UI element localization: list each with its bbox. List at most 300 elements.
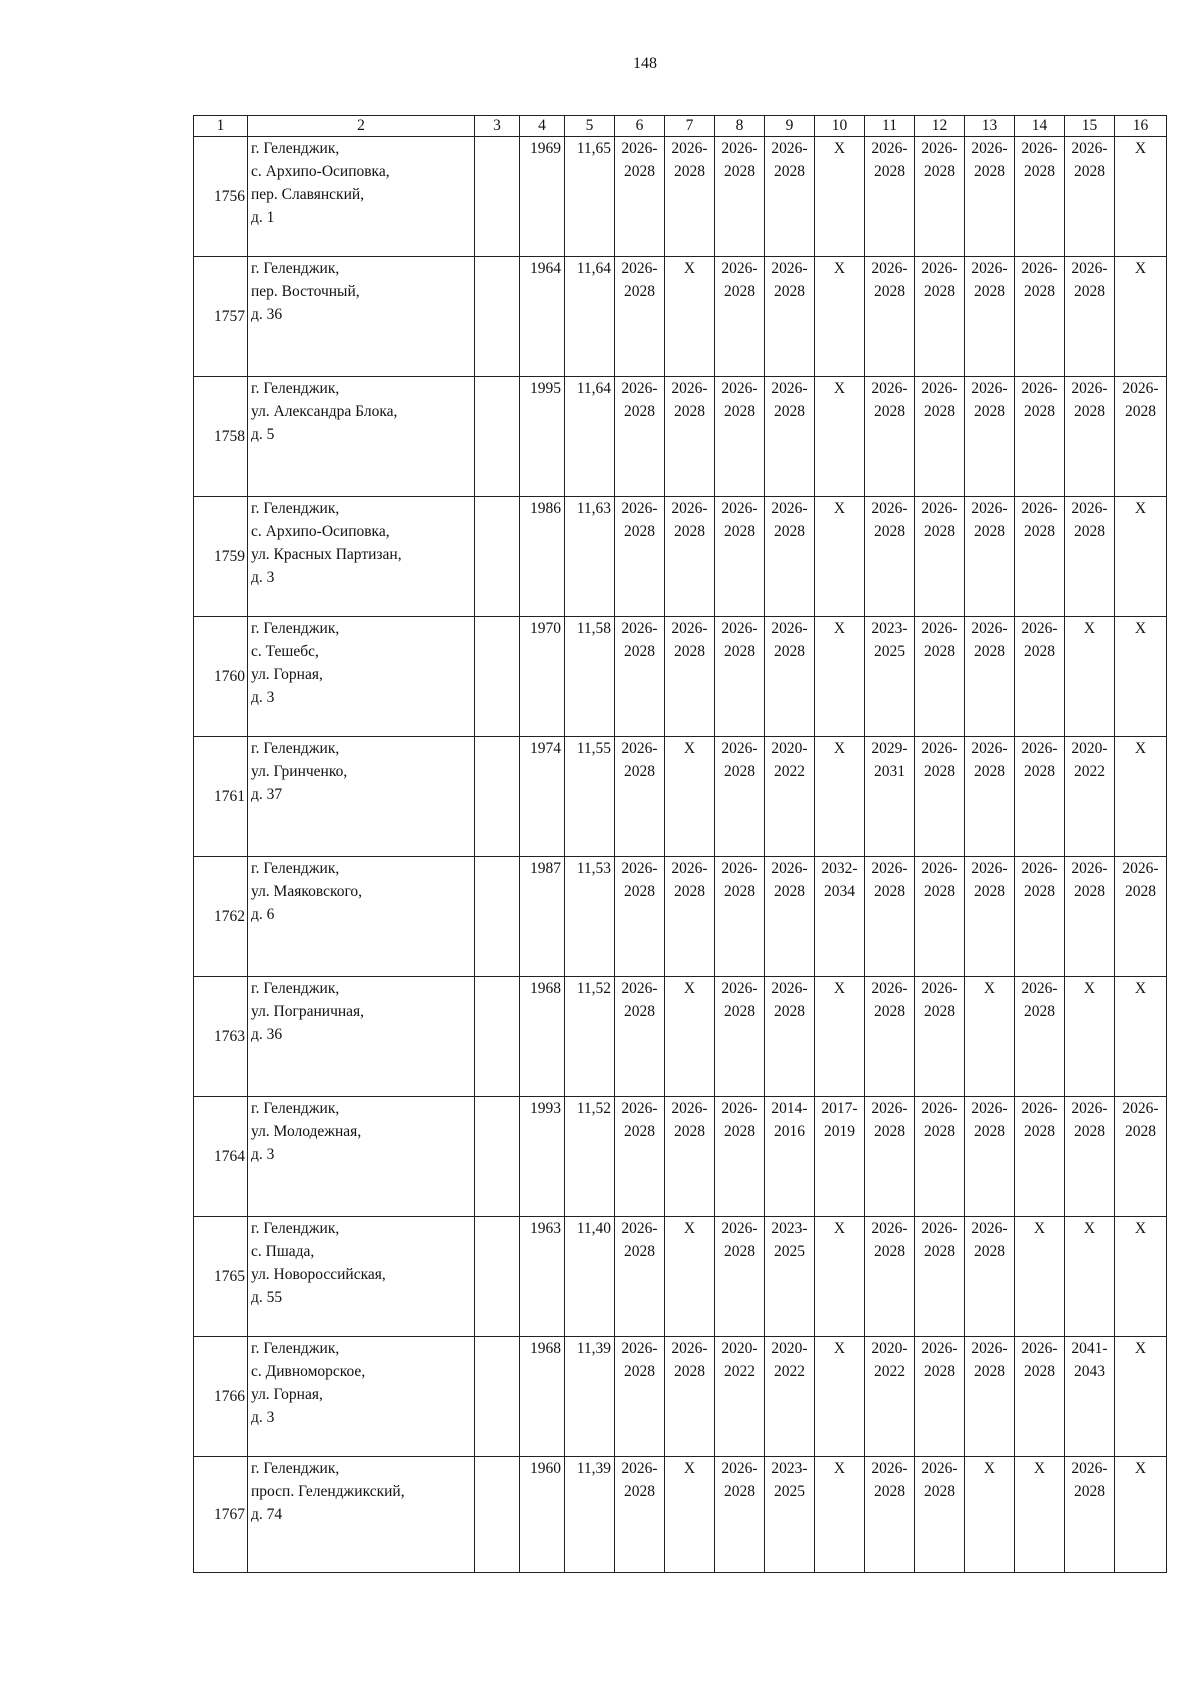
period-cell-12 [915,977,965,1097]
period-cell-6 [615,1457,665,1573]
period-cell-16-text: Х [1134,620,1147,637]
period-cell-6 [615,1097,665,1217]
period-cell-16 [1115,977,1167,1097]
row-number-cell [194,1217,248,1337]
period-cell-16 [1115,137,1167,257]
period-cell-12-text: 2026- 2028 [921,620,958,660]
period-cell-15-text: 2026- 2028 [1071,1460,1108,1500]
period-cell-8 [715,1337,765,1457]
period-cell-8 [715,257,765,377]
column-3-cell [475,1217,520,1337]
period-cell-13-text: 2026- 2028 [971,1340,1008,1380]
period-cell-12 [915,1457,965,1573]
period-cell-7-text: Х [683,1220,696,1237]
row-number-cell-text: 1761 [214,788,245,805]
period-cell-10 [815,1337,865,1457]
period-cell-9 [765,977,815,1097]
period-cell-10 [815,257,865,377]
row-number-cell [194,1337,248,1457]
period-cell-14-text: 2026- 2028 [1021,620,1058,660]
period-cell-11-text: 2026- 2028 [871,140,908,180]
period-cell-14-text: Х [1033,1460,1046,1477]
period-cell-9 [765,1217,815,1337]
period-cell-7-text: Х [683,980,696,997]
period-cell-16 [1115,257,1167,377]
period-cell-10-text: Х [833,1340,846,1357]
table-row [194,737,1167,857]
period-cell-12 [915,1217,965,1337]
address-cell [248,1217,475,1337]
period-cell-7 [665,977,715,1097]
address-cell [248,977,475,1097]
row-number-cell [194,497,248,617]
period-cell-16 [1115,497,1167,617]
period-cell-11-text: 2026- 2028 [871,860,908,900]
period-cell-13-text: 2026- 2028 [971,380,1008,420]
period-cell-16-text: Х [1134,1460,1147,1477]
address-cell-text: г. Геленджик, просп. Геленджикский, д. 74 [251,1460,405,1523]
period-cell-14-text: 2026- 2028 [1021,1100,1058,1140]
column-3-cell [475,617,520,737]
period-cell-9-text: 2023- 2025 [771,1220,808,1260]
area-cell [565,137,615,257]
period-cell-8-text: 2026- 2028 [721,260,758,300]
year-cell-text: 1963 [530,1220,561,1237]
column-header-2: 2 [248,116,475,137]
table-row [194,857,1167,977]
period-cell-13 [965,377,1015,497]
period-cell-12 [915,1097,965,1217]
area-cell-text: 11,64 [576,380,611,397]
period-cell-16 [1115,1337,1167,1457]
period-cell-11 [865,1337,915,1457]
period-cell-13 [965,977,1015,1097]
period-cell-11-text: 2026- 2028 [871,1460,908,1500]
period-cell-11 [865,1457,915,1573]
page-number: 148 [633,55,657,72]
period-cell-9 [765,1337,815,1457]
period-cell-8-text: 2026- 2028 [721,860,758,900]
period-cell-9-text: 2026- 2028 [771,380,808,420]
period-cell-13-text: 2026- 2028 [971,620,1008,660]
period-cell-7 [665,1217,715,1337]
period-cell-14-text: 2026- 2028 [1021,380,1058,420]
address-cell-text: г. Геленджик, с. Архипо-Осиповка, пер. Славянский, д. 1 [251,140,390,226]
row-number-cell-text: 1758 [214,428,245,445]
period-cell-12 [915,737,965,857]
period-cell-13-text: 2026- 2028 [971,500,1008,540]
period-cell-9 [765,497,815,617]
period-cell-6-text: 2026- 2028 [621,980,658,1020]
row-number-cell-text: 1766 [214,1388,245,1405]
period-cell-13 [965,737,1015,857]
period-cell-16-text: 2026- 2028 [1122,380,1159,420]
period-cell-10-text: Х [833,260,846,277]
period-cell-9-text: 2020- 2022 [771,1340,808,1380]
period-cell-8 [715,977,765,1097]
address-cell [248,377,475,497]
period-cell-8-text: 2020- 2022 [721,1340,758,1380]
year-cell [520,857,565,977]
period-cell-7-text: 2026- 2028 [671,1100,708,1140]
area-cell [565,977,615,1097]
period-cell-7-text: 2026- 2028 [671,1340,708,1380]
period-cell-14 [1015,1217,1065,1337]
period-cell-10-text: Х [833,1460,846,1477]
period-cell-10 [815,1097,865,1217]
column-header-16: 16 [1115,116,1167,137]
period-cell-7 [665,1457,715,1573]
period-cell-16 [1115,1457,1167,1573]
period-cell-7 [665,257,715,377]
period-cell-6-text: 2026- 2028 [621,260,658,300]
period-cell-14-text: 2026- 2028 [1021,1340,1058,1380]
year-cell-text: 1993 [530,1100,561,1117]
period-cell-8-text: 2026- 2028 [721,740,758,780]
period-cell-12 [915,617,965,737]
period-cell-14 [1015,617,1065,737]
period-cell-6-text: 2026- 2028 [621,380,658,420]
period-cell-12 [915,497,965,617]
period-cell-12-text: 2026- 2028 [921,140,958,180]
period-cell-7 [665,137,715,257]
period-cell-12 [915,257,965,377]
period-cell-11 [865,1217,915,1337]
column-3-cell [475,377,520,497]
period-cell-10 [815,1457,865,1573]
period-cell-15-text: 2026- 2028 [1071,260,1108,300]
period-cell-14-text: 2026- 2028 [1021,860,1058,900]
period-cell-10-text: Х [833,740,846,757]
period-cell-6-text: 2026- 2028 [621,500,658,540]
period-cell-10-text: Х [833,1220,846,1237]
area-cell [565,737,615,857]
area-cell [565,857,615,977]
table-row [194,497,1167,617]
period-cell-15-text: Х [1083,980,1096,997]
period-cell-7-text: Х [683,740,696,757]
period-cell-14-text: Х [1033,1220,1046,1237]
period-cell-10-text: Х [833,500,846,517]
period-cell-12-text: 2026- 2028 [921,260,958,300]
period-cell-14 [1015,497,1065,617]
period-cell-6 [615,617,665,737]
row-number-cell [194,377,248,497]
address-cell [248,1457,475,1573]
row-number-cell [194,977,248,1097]
period-cell-6 [615,977,665,1097]
period-cell-14 [1015,857,1065,977]
year-cell-text: 1960 [530,1460,561,1477]
period-cell-14-text: 2026- 2028 [1021,500,1058,540]
period-cell-16 [1115,737,1167,857]
column-header-6: 6 [615,116,665,137]
period-cell-15 [1065,1457,1115,1573]
column-3-cell [475,1337,520,1457]
period-cell-7 [665,1097,715,1217]
year-cell [520,1457,565,1573]
period-cell-12-text: 2026- 2028 [921,980,958,1020]
period-cell-6 [615,857,665,977]
period-cell-14 [1015,737,1065,857]
year-cell [520,1217,565,1337]
period-cell-10 [815,977,865,1097]
period-cell-16-text: Х [1134,260,1147,277]
period-cell-8 [715,857,765,977]
period-cell-11-text: 2026- 2028 [871,500,908,540]
table-row [194,1097,1167,1217]
period-cell-8 [715,1217,765,1337]
period-cell-9 [765,377,815,497]
row-number-cell [194,137,248,257]
area-cell-text: 11,39 [576,1340,611,1357]
period-cell-16-text: Х [1134,740,1147,757]
period-cell-7 [665,1337,715,1457]
year-cell [520,257,565,377]
period-cell-9-text: 2020- 2022 [771,740,808,780]
period-cell-14 [1015,1097,1065,1217]
period-cell-11 [865,857,915,977]
area-cell [565,1457,615,1573]
period-cell-11-text: 2023- 2025 [871,620,908,660]
period-cell-16-text: Х [1134,500,1147,517]
period-cell-7 [665,737,715,857]
area-cell-text: 11,63 [576,500,611,517]
year-cell [520,137,565,257]
row-number-cell [194,857,248,977]
period-cell-9-text: 2023- 2025 [771,1460,808,1500]
period-cell-15-text: 2026- 2028 [1071,860,1108,900]
period-cell-15 [1065,737,1115,857]
period-cell-12-text: 2026- 2028 [921,860,958,900]
period-cell-7-text: 2026- 2028 [671,500,708,540]
row-number-cell [194,1457,248,1573]
period-cell-12-text: 2026- 2028 [921,1460,958,1500]
period-cell-15-text: 2026- 2028 [1071,500,1108,540]
period-cell-13 [965,257,1015,377]
column-header-9: 9 [765,116,815,137]
row-number-cell-text: 1767 [214,1506,245,1523]
year-cell-text: 1974 [530,740,561,757]
period-cell-16-text: Х [1134,1340,1147,1357]
period-cell-6 [615,1337,665,1457]
period-cell-6-text: 2026- 2028 [621,140,658,180]
period-cell-15 [1065,1217,1115,1337]
period-cell-11-text: 2026- 2028 [871,260,908,300]
period-cell-13-text: 2026- 2028 [971,140,1008,180]
period-cell-9 [765,257,815,377]
period-cell-13-text: 2026- 2028 [971,860,1008,900]
period-cell-7 [665,497,715,617]
period-cell-6-text: 2026- 2028 [621,1460,658,1500]
address-cell [248,1097,475,1217]
period-cell-14-text: 2026- 2028 [1021,260,1058,300]
address-cell-text: г. Геленджик, ул. Гринченко, д. 37 [251,740,348,803]
area-cell-text: 11,52 [576,980,611,997]
period-cell-8 [715,137,765,257]
period-cell-13 [965,137,1015,257]
area-cell [565,377,615,497]
period-cell-16 [1115,857,1167,977]
period-cell-16 [1115,377,1167,497]
column-3-cell [475,1097,520,1217]
period-cell-12-text: 2026- 2028 [921,1340,958,1380]
column-header-7: 7 [665,116,715,137]
period-cell-13 [965,617,1015,737]
period-cell-12-text: 2026- 2028 [921,500,958,540]
address-cell [248,257,475,377]
year-cell [520,737,565,857]
period-cell-10-text: Х [833,140,846,157]
period-cell-7-text: 2026- 2028 [671,620,708,660]
period-cell-10-text: 2017- 2019 [821,1100,858,1140]
period-cell-10-text: 2032- 2034 [821,860,858,900]
period-cell-11 [865,137,915,257]
column-header-14: 14 [1015,116,1065,137]
period-cell-11-text: 2026- 2028 [871,1100,908,1140]
column-3-cell [475,497,520,617]
address-cell [248,617,475,737]
period-cell-13 [965,497,1015,617]
period-cell-11 [865,617,915,737]
area-cell [565,1217,615,1337]
period-cell-11 [865,497,915,617]
area-cell [565,1337,615,1457]
period-cell-11-text: 2026- 2028 [871,380,908,420]
period-cell-12 [915,857,965,977]
period-cell-13-text: Х [983,1460,996,1477]
area-cell [565,1097,615,1217]
address-cell [248,1337,475,1457]
year-cell [520,617,565,737]
period-cell-6 [615,497,665,617]
area-cell-text: 11,58 [576,620,611,637]
row-number-cell-text: 1763 [214,1028,245,1045]
period-cell-10-text: Х [833,980,846,997]
column-3-cell [475,857,520,977]
period-cell-8-text: 2026- 2028 [721,1220,758,1260]
period-cell-7-text: 2026- 2028 [671,140,708,180]
period-cell-8-text: 2026- 2028 [721,620,758,660]
column-3-cell [475,137,520,257]
column-3-cell [475,977,520,1097]
period-cell-14 [1015,257,1065,377]
address-cell-text: г. Геленджик, ул. Александра Блока, д. 5 [251,380,398,443]
period-cell-9-text: 2026- 2028 [771,500,808,540]
table-row [194,377,1167,497]
period-cell-13-text: Х [983,980,996,997]
address-cell-text: г. Геленджик, с. Пшада, ул. Новороссийская, д. 55 [251,1220,386,1306]
period-cell-15-text: 2020- 2022 [1071,740,1108,780]
period-cell-8 [715,617,765,737]
period-cell-8-text: 2026- 2028 [721,500,758,540]
period-cell-12 [915,377,965,497]
row-number-cell-text: 1759 [214,548,245,565]
period-cell-9-text: 2014- 2016 [771,1100,808,1140]
year-cell-text: 1969 [530,140,561,157]
period-cell-7-text: Х [683,260,696,277]
column-header-3: 3 [475,116,520,137]
period-cell-8-text: 2026- 2028 [721,980,758,1020]
period-cell-16-text: 2026- 2028 [1122,860,1159,900]
period-cell-14 [1015,1337,1065,1457]
period-cell-12 [915,1337,965,1457]
period-cell-13 [965,1097,1015,1217]
column-3-cell [475,257,520,377]
row-number-cell-text: 1760 [214,668,245,685]
period-cell-9-text: 2026- 2028 [771,980,808,1020]
period-cell-7-text: 2026- 2028 [671,380,708,420]
column-header-12: 12 [915,116,965,137]
address-cell [248,857,475,977]
period-cell-16-text: Х [1134,1220,1147,1237]
period-cell-10 [815,377,865,497]
period-cell-6-text: 2026- 2028 [621,1100,658,1140]
area-cell-text: 11,64 [576,260,611,277]
row-number-cell [194,617,248,737]
period-cell-13-text: 2026- 2028 [971,1220,1008,1260]
area-cell-text: 11,52 [576,1100,611,1117]
period-cell-11-text: 2026- 2028 [871,980,908,1020]
address-cell-text: г. Геленджик, с. Тешебс, ул. Горная, д. 3 [251,620,340,706]
period-cell-9 [765,137,815,257]
period-cell-10 [815,737,865,857]
period-cell-9 [765,617,815,737]
period-cell-8-text: 2026- 2028 [721,140,758,180]
period-cell-14-text: 2026- 2028 [1021,140,1058,180]
period-cell-13-text: 2026- 2028 [971,260,1008,300]
period-cell-6-text: 2026- 2028 [621,860,658,900]
year-cell-text: 1964 [530,260,561,277]
address-cell-text: г. Геленджик, с. Дивноморское, ул. Горная, д. 3 [251,1340,366,1426]
table-body [194,137,1167,1573]
address-cell-text: г. Геленджик, ул. Пограничная, д. 36 [251,980,365,1043]
period-cell-6 [615,137,665,257]
address-cell [248,137,475,257]
period-cell-6 [615,1217,665,1337]
period-cell-11-text: 2026- 2028 [871,1220,908,1260]
period-cell-15-text: Х [1083,620,1096,637]
period-cell-9-text: 2026- 2028 [771,620,808,660]
row-number-cell-text: 1762 [214,908,245,925]
year-cell [520,977,565,1097]
period-cell-9-text: 2026- 2028 [771,260,808,300]
area-cell-text: 11,39 [576,1460,611,1477]
row-number-cell [194,1097,248,1217]
table-row [194,1337,1167,1457]
year-cell-text: 1987 [530,860,561,877]
period-cell-16 [1115,617,1167,737]
period-cell-15 [1065,1097,1115,1217]
period-cell-7-text: Х [683,1460,696,1477]
year-cell-text: 1968 [530,980,561,997]
period-cell-15-text: 2041- 2043 [1071,1340,1108,1380]
row-number-cell-text: 1757 [214,308,245,325]
period-cell-8-text: 2026- 2028 [721,380,758,420]
period-cell-14 [1015,1457,1065,1573]
period-cell-10-text: Х [833,380,846,397]
period-cell-11-text: 2029- 2031 [871,740,908,780]
column-header-10: 10 [815,116,865,137]
period-cell-8 [715,497,765,617]
address-cell [248,737,475,857]
period-cell-12-text: 2026- 2028 [921,1100,958,1140]
period-cell-15-text: Х [1083,1220,1096,1237]
period-cell-6 [615,377,665,497]
period-cell-8 [715,737,765,857]
period-cell-10 [815,497,865,617]
period-cell-13 [965,1337,1015,1457]
